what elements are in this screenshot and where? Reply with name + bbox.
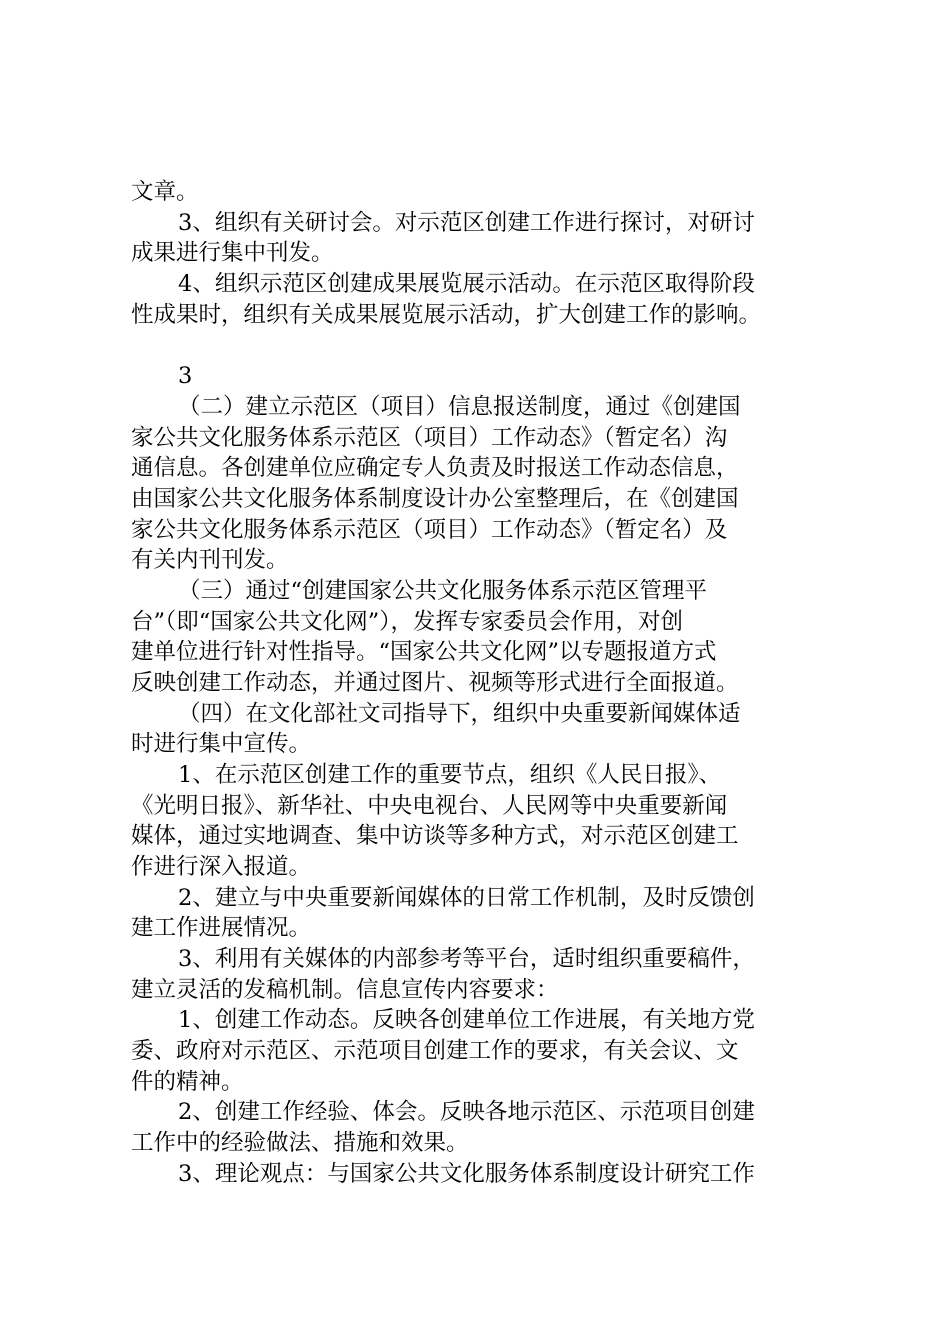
text-line: 2、建立与中央重要新闻媒体的日常工作机制，及时反馈创 — [178, 885, 755, 911]
text-line: 建立灵活的发稿机制。信息宣传内容要求： — [131, 977, 559, 1003]
text-line: 1、在示范区创建工作的重要节点，组织《人民日报》、 — [178, 762, 722, 788]
text-line: 作进行深入报道。 — [131, 854, 312, 880]
text-line: 成果进行集中刊发。 — [131, 240, 334, 266]
text-line: 1、创建工作动态。反映各创建单位工作进展，有关地方党 — [178, 1007, 755, 1033]
text-line: 件的精神。 — [131, 1069, 244, 1095]
text-line: （四）在文化部社文司指导下，组织中央重要新闻媒体适 — [178, 701, 741, 727]
text-line: 性成果时，组织有关成果展览展示活动，扩大创建工作的影响。 — [131, 302, 762, 328]
text-line: 建工作进展情况。 — [131, 915, 312, 941]
text-line: 家公共文化服务体系示范区（项目）工作动态》（暂定名）沟 — [131, 425, 728, 451]
text-line: 委、政府对示范区、示范项目创建工作的要求，有关会议、文 — [131, 1038, 739, 1064]
text-line: 家公共文化服务体系示范区（项目）工作动态》（暂定名）及 — [131, 517, 728, 543]
text-line: 工作中的经验做法、措施和效果。 — [131, 1130, 469, 1156]
text-line: 3、理论观点：与国家公共文化服务体系制度设计研究工作 — [178, 1161, 755, 1187]
text-line: 通信息。各创建单位应确定专人负责及时报送工作动态信息， — [131, 455, 739, 481]
text-line: 文章。 — [131, 179, 199, 205]
text-line: 媒体，通过实地调查、集中访谈等多种方式，对示范区创建工 — [131, 823, 739, 849]
text-line: 2、创建工作经验、体会。反映各地示范区、示范项目创建 — [178, 1099, 755, 1125]
text-line: 《光明日报》、新华社、中央电视台、人民网等中央重要新闻 — [131, 793, 728, 819]
text-line: 反映创建工作动态，并通过图片、视频等形式进行全面报道。 — [131, 670, 739, 696]
page-number: 3 — [178, 363, 193, 389]
text-line: （二）建立示范区（项目）信息报送制度，通过《创建国 — [178, 394, 741, 420]
text-line: 由国家公共文化服务体系制度设计办公室整理后，在《创建国 — [131, 486, 739, 512]
text-line: 台”（即“国家公共文化网”），发挥专家委员会作用，对创 — [131, 609, 684, 635]
text-line: 建单位进行针对性指导。“国家公共文化网”以专题报道方式 — [131, 639, 717, 665]
text-line: 时进行集中宣传。 — [131, 731, 312, 757]
text-line: 3、组织有关研讨会。对示范区创建工作进行探讨，对研讨 — [178, 210, 755, 236]
text-line: 4、组织示范区创建成果展览展示活动。在示范区取得阶段 — [178, 271, 755, 297]
text-line: 3、利用有关媒体的内部参考等平台，适时组织重要稿件， — [178, 946, 755, 972]
text-line: 有关内刊刊发。 — [131, 547, 289, 573]
text-line: （三）通过“创建国家公共文化服务体系示范区管理平 — [178, 578, 708, 604]
